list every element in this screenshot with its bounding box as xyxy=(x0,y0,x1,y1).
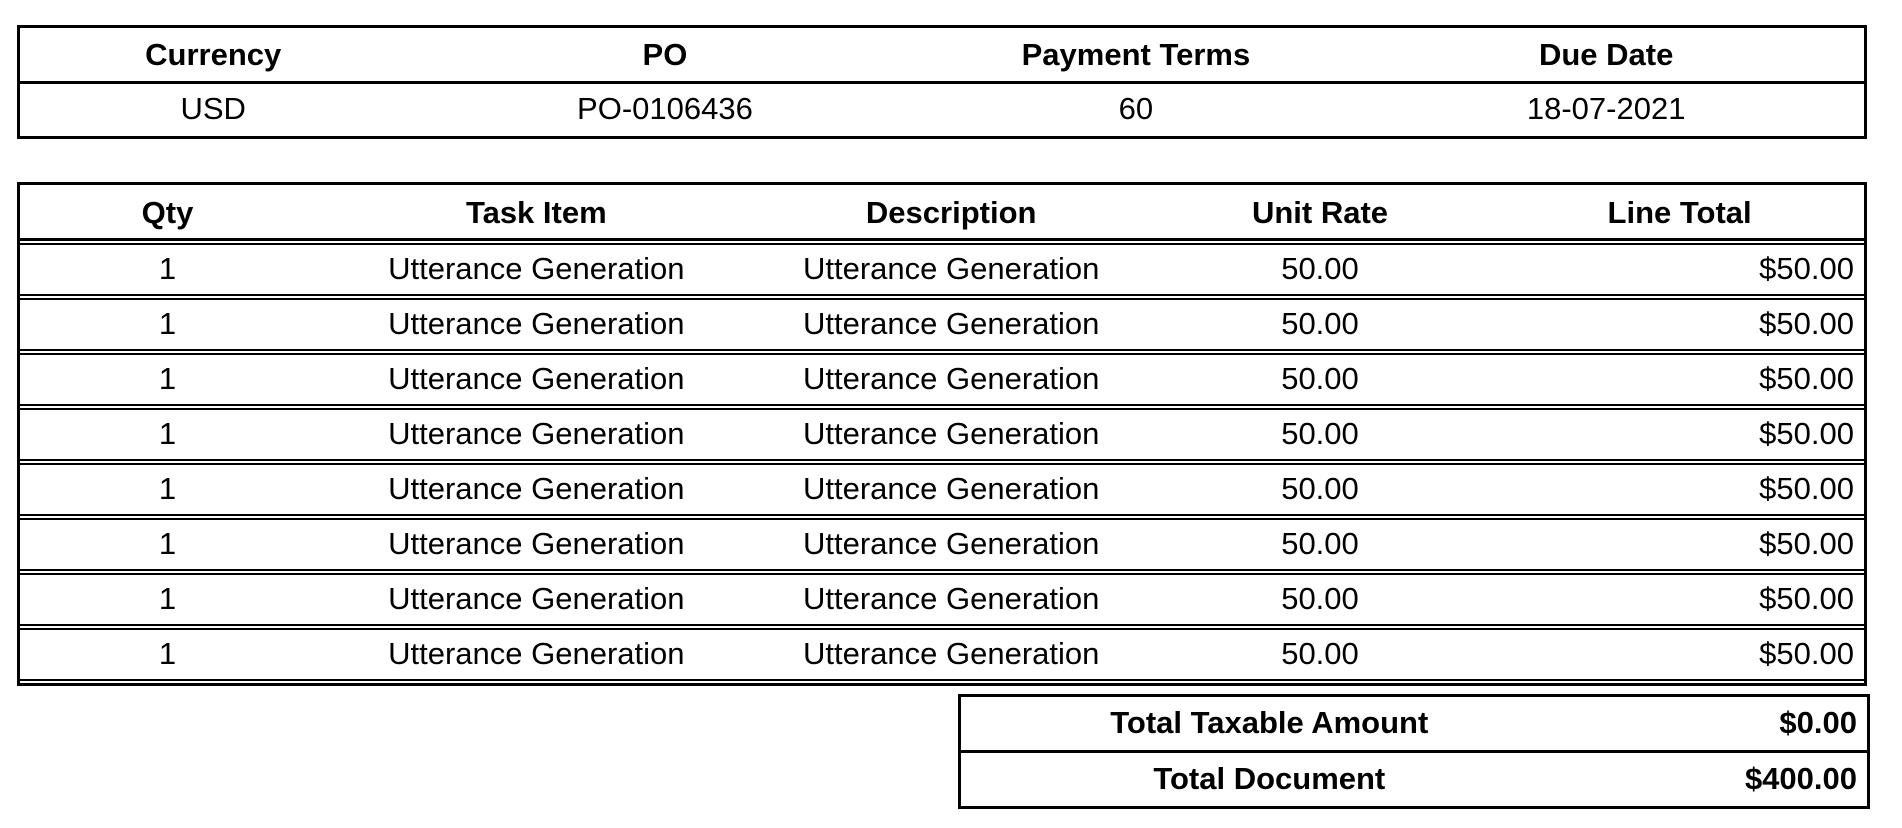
unit-rate-cell: 50.00 xyxy=(1145,573,1495,626)
totals-row xyxy=(960,696,1869,752)
qty-cell: 1 xyxy=(20,298,315,351)
line-total-cell: $50.00 xyxy=(1495,463,1864,516)
info-value-row xyxy=(19,83,1866,138)
line-item-row xyxy=(20,353,1864,406)
task-item-cell: Utterance Generation xyxy=(315,463,758,516)
task-item-cell: Utterance Generation xyxy=(315,353,758,406)
line-total-cell: $50.00 xyxy=(1495,628,1864,681)
description-cell: Utterance Generation xyxy=(758,463,1145,516)
line-total-cell: $50.00 xyxy=(1495,243,1864,296)
task-item-cell: Utterance Generation xyxy=(315,573,758,626)
line-total-cell: $50.00 xyxy=(1495,573,1864,626)
totals-value: $400.00 xyxy=(1578,752,1869,808)
currency-header: Currency xyxy=(19,27,407,83)
description-cell: Utterance Generation xyxy=(758,353,1145,406)
unit-rate-cell: 50.00 xyxy=(1145,298,1495,351)
totals-label: Total Document xyxy=(960,752,1578,808)
line-total-cell: $50.00 xyxy=(1495,353,1864,406)
po-value: PO-0106436 xyxy=(577,91,753,126)
line-item-row xyxy=(20,243,1864,296)
qty-cell: 1 xyxy=(20,463,315,516)
totals-table xyxy=(958,694,1870,809)
currency-value: USD xyxy=(180,91,246,126)
unit-rate-cell: 50.00 xyxy=(1145,518,1495,571)
payment-terms-header: Payment Terms xyxy=(924,27,1349,83)
line-item-row xyxy=(20,573,1864,626)
due-date-value: 18-07-2021 xyxy=(1526,91,1686,126)
line-total-cell: $50.00 xyxy=(1495,518,1864,571)
unit-rate-cell: 50.00 xyxy=(1145,408,1495,461)
description-cell: Utterance Generation xyxy=(758,628,1145,681)
unit-rate-cell: 50.00 xyxy=(1145,243,1495,296)
totals-value: $0.00 xyxy=(1779,705,1857,740)
payment-terms-value: 60 xyxy=(1118,91,1154,126)
task-item-cell: Utterance Generation xyxy=(315,243,758,296)
qty-cell: 1 xyxy=(20,628,315,681)
invoice-info-table xyxy=(17,25,1867,139)
line-items-table xyxy=(17,182,1867,686)
description-cell: Utterance Generation xyxy=(758,298,1145,351)
qty-cell: 1 xyxy=(20,518,315,571)
totals-label: Total Taxable Amount xyxy=(1110,705,1429,740)
line-total-header: Line Total xyxy=(1495,187,1864,241)
info-header-row xyxy=(19,27,1866,83)
due-date-header: Due Date xyxy=(1348,27,1865,83)
task-item-cell: Utterance Generation xyxy=(315,408,758,461)
qty-cell: 1 xyxy=(20,408,315,461)
unit-rate-header: Unit Rate xyxy=(1145,187,1495,241)
task-item-cell: Utterance Generation xyxy=(315,628,758,681)
line-total-cell: $50.00 xyxy=(1495,408,1864,461)
description-cell: Utterance Generation xyxy=(758,243,1145,296)
description-header: Description xyxy=(758,187,1145,241)
line-total-cell: $50.00 xyxy=(1495,298,1864,351)
line-item-row xyxy=(20,408,1864,461)
unit-rate-cell: 50.00 xyxy=(1145,628,1495,681)
qty-cell: 1 xyxy=(20,353,315,406)
description-cell: Utterance Generation xyxy=(758,408,1145,461)
task-item-cell: Utterance Generation xyxy=(315,518,758,571)
qty-cell: 1 xyxy=(20,573,315,626)
line-item-row xyxy=(20,463,1864,516)
line-item-row xyxy=(20,298,1864,351)
line-items-header-row xyxy=(20,187,1864,241)
description-cell: Utterance Generation xyxy=(758,518,1145,571)
line-item-row xyxy=(20,628,1864,681)
totals-row xyxy=(960,752,1869,808)
task-item-header: Task Item xyxy=(315,187,758,241)
qty-cell: 1 xyxy=(20,243,315,296)
po-header: PO xyxy=(406,27,923,83)
qty-header: Qty xyxy=(20,187,315,241)
line-item-row xyxy=(20,518,1864,571)
description-cell: Utterance Generation xyxy=(758,573,1145,626)
unit-rate-cell: 50.00 xyxy=(1145,463,1495,516)
unit-rate-cell: 50.00 xyxy=(1145,353,1495,406)
task-item-cell: Utterance Generation xyxy=(315,298,758,351)
